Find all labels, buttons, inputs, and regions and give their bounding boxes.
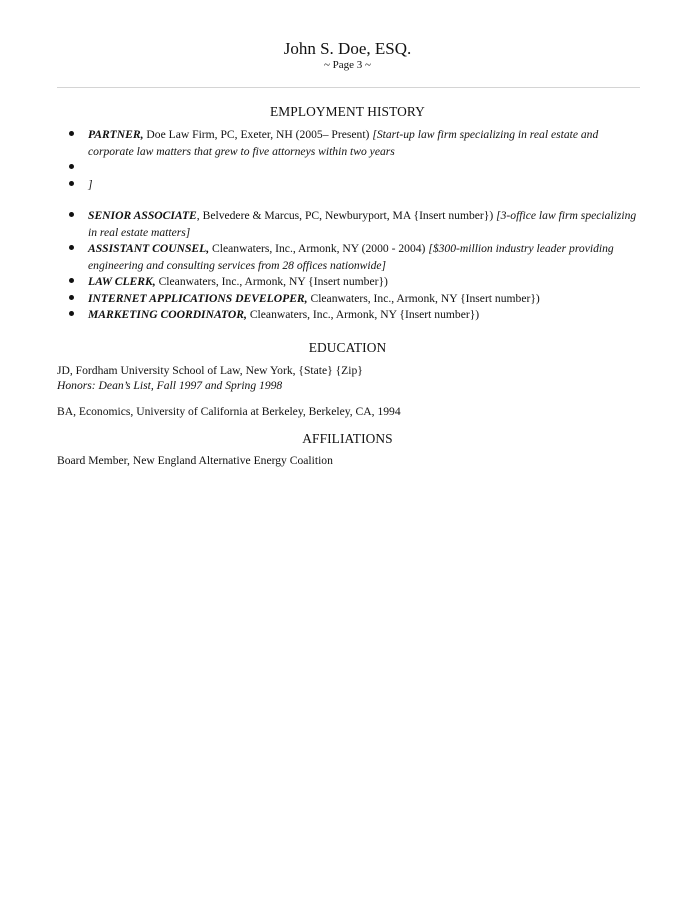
education-degree-ba: BA, Economics, University of California at Berkeley, Berkeley, CA, 1994 [57,405,401,418]
job-employer: Cleanwaters, Inc., Armonk, NY {Insert number}) [155,275,388,288]
bullet-icon [67,291,88,308]
bullet-icon [67,307,88,324]
job-note: [$300-million industry leader providing engineering and consulting services from 28 offices nationwide] [88,242,614,272]
employment-history-heading: EMPLOYMENT HISTORY [270,104,425,119]
affiliations-heading: AFFILIATIONS [302,431,393,446]
education-degree-jd: JD, Fordham University School of Law, New York, {State} {Zip} [57,364,363,377]
employment-item-marketing-coordinator [67,307,642,324]
job-employer: Cleanwaters, Inc., Armonk, NY (2000 - 2004) [209,242,429,255]
education-heading: EDUCATION [308,340,387,355]
job-employer: Cleanwaters, Inc., Armonk, NY {Insert number}) [307,291,540,305]
bullet-icon [67,160,88,177]
employment-item-assistant-counsel [67,241,642,274]
employment-item-bracket [67,177,642,194]
header-divider [57,87,640,88]
job-role: PARTNER, [88,128,144,141]
job-employer: , Belvedere & Marcus, PC, Newburyport, MA {Insert number}) [196,209,497,222]
bullet-icon [67,177,88,194]
employment-item-empty [67,160,642,177]
job-note: ] [88,177,93,191]
job-note: [3-office law firm specializing in real estate matters] [88,209,637,239]
job-role: MARKETING COORDINATOR, [88,308,247,321]
bullet-icon [67,241,88,258]
bullet-icon [67,274,88,291]
job-employer: Doe Law Firm, PC, Exeter, NH (2005– Present) [143,128,373,141]
employment-item-partner [67,127,642,160]
job-role: LAW CLERK, [88,275,156,288]
employment-item-senior-associate [67,208,642,241]
bullet-icon [67,127,88,144]
education-honors: Honors: Dean’s List, Fall 1997 and Spring 1998 [57,379,283,392]
employment-item-law-clerk [67,274,642,291]
job-role: SENIOR ASSOCIATE [88,209,197,222]
employment-list [67,127,642,324]
page-number: ~ Page 3 ~ [323,59,372,71]
list-spacer [67,193,642,208]
job-role: INTERNET APPLICATIONS DEVELOPER, [88,291,308,305]
bullet-icon [67,208,88,225]
job-role: ASSISTANT COUNSEL, [88,242,210,255]
job-note: [Start-up law firm specializing in real estate and corporate law matters that grew to five attorneys within two years [88,128,599,158]
employment-item-internet-developer [67,291,642,308]
candidate-name: John S. Doe, ESQ. [283,39,412,58]
affiliation-item: Board Member, New England Alternative Energy Coalition [57,454,333,467]
job-employer: Cleanwaters, Inc., Armonk, NY {Insert number}) [246,308,480,321]
